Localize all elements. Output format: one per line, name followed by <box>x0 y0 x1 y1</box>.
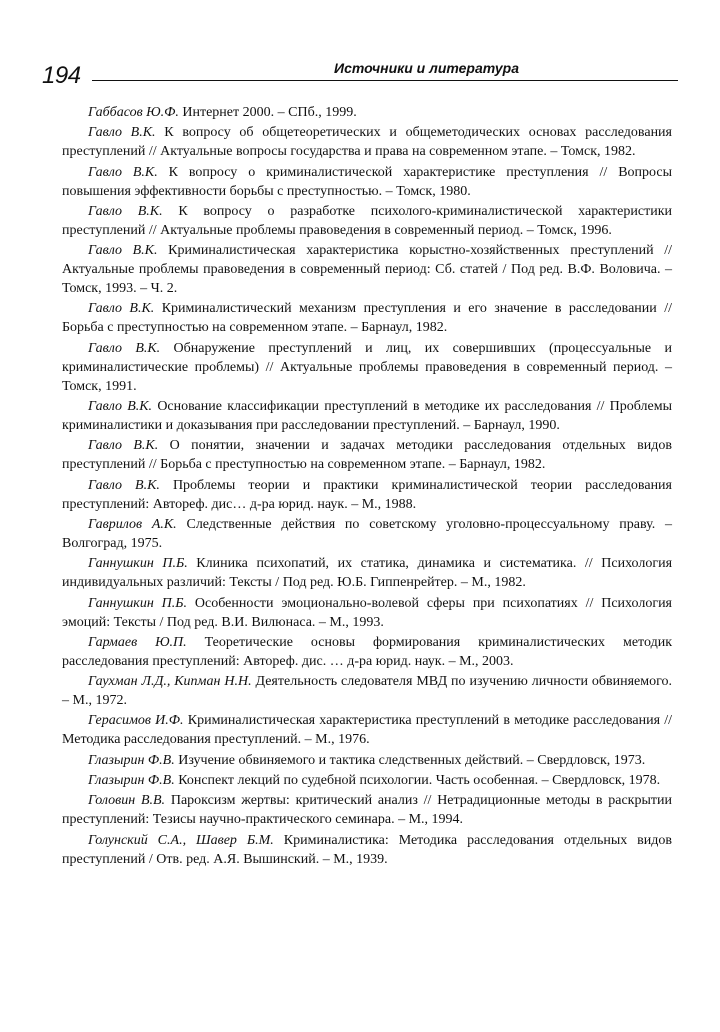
bibliography-entry <box>62 771 672 790</box>
entry-author: Гавло В.К. <box>88 301 155 317</box>
bibliography-entry <box>62 831 672 869</box>
entry-text: Криминалистическая характеристика корыстно-хозяйственных преступлений // Актуальные проблемы правоведения в современный период: Сб. статей / Под ред. В.Ф. Воловича. – Томск, 1993. – Ч. 2. <box>62 243 673 297</box>
entry-text: К вопросу о разработке психолого-криминалистической характеристики преступлений // Актуальные проблемы правоведения в современный период. – Томск, 1996. <box>62 203 672 238</box>
bibliography-entry <box>62 163 672 201</box>
entry-text: Следственные действия по советскому уголовно-процессуальному праву. – Волгоград, 1975. <box>62 516 672 551</box>
entry-text: Криминалистический механизм преступления и его значение в расследовании // Борьба с преступностью на современном этапе. – Барнаул, 1982. <box>62 301 672 336</box>
entry-author: Головин В.В. <box>88 793 166 809</box>
entry-author: Глазырин Ф.В. <box>88 773 175 789</box>
header-rule <box>92 80 678 81</box>
bibliography-entry <box>62 299 672 337</box>
bibliography-entry <box>62 791 672 829</box>
entry-author: Голунский С.А., Шавер Б.М. <box>88 832 274 848</box>
entry-text: Деятельность следователя МВД по изучению личности обвиняемого. – М., 1972. <box>62 674 673 709</box>
bibliography-entry <box>62 594 672 632</box>
entry-text: Изучение обвиняемого и тактика следственных действий. – Свердловск, 1973. <box>178 752 646 768</box>
bibliography-entry <box>62 633 672 671</box>
bibliography-entry <box>62 202 672 240</box>
entry-author: Гармаев Ю.П. <box>88 634 187 650</box>
page-header <box>42 58 678 90</box>
entry-text: К вопросу об общетеоретических и общеметодических основах расследования преступлений // Актуальные вопросы государства и права на современном этапе. – Томск, 1982. <box>62 125 672 160</box>
bibliography-entry <box>62 339 672 396</box>
bibliography-entry <box>62 436 672 474</box>
entry-text: К вопросу о криминалистической характеристике преступления // Вопросы повышения эффективности борьбы с преступностью. – Томск, 1980. <box>62 164 672 199</box>
bibliography-entry <box>62 751 672 770</box>
entry-text: Конспект лекций по судебной психологии. Часть особенная. – Свердловск, 1978. <box>178 773 661 789</box>
entry-text: Основание классификации преступлений в методике их расследования // Проблемы криминалистики и доказывания при расследовании преступлений. – Барнаул, 1990. <box>62 399 672 434</box>
entry-text: Обнаружение преступлений и лиц, их совершивших (процессуальные и криминалистические проблемы) // Актуальные проблемы правоведения в современный период. – Томск, 1991. <box>62 340 672 394</box>
entry-author: Гавло В.К. <box>88 477 160 493</box>
bibliography-entry <box>62 103 672 122</box>
entry-text: Клиника психопатий, их статика, динамика и систематика. // Психология индивидуальных различий: Тексты / Под ред. Ю.Б. Гиппенрейтер. – М., 1982. <box>62 556 673 591</box>
entry-text: Криминалистическая характеристика преступлений в методике расследования // Методика расследования преступлений. – М., 1976. <box>62 713 673 748</box>
entry-text: Особенности эмоционально-волевой сферы при психопатиях // Психология эмоций: Тексты / Под ред. В.И. Вилюнаса. – М., 1993. <box>62 595 672 630</box>
entry-author: Гавло В.К. <box>88 243 158 259</box>
bibliography-entry <box>62 672 672 710</box>
entry-text: Проблемы теории и практики криминалистической теории расследования преступлений: Автореф. дис… д-ра юрид. наук. – М., 1988. <box>62 477 672 512</box>
bibliography-entry <box>62 123 672 161</box>
entry-text: Теоретические основы формирования криминалистических методик расследования преступлений: Автореф. дис. … д-ра юрид. наук. – М., 2003. <box>62 634 673 669</box>
entry-text: Криминалистика: Методика расследования отдельных видов преступлений / Отв. ред. А.Я. Вышинский. – М., 1939. <box>62 832 673 867</box>
page-number: 194 <box>42 62 81 89</box>
entry-text: Интернет 2000. – СПб., 1999. <box>182 105 357 120</box>
entry-author: Гавло В.К. <box>88 164 158 180</box>
entry-author: Гавло В.К. <box>88 125 156 141</box>
entry-author: Гавло В.К. <box>88 438 159 454</box>
entry-author: Гаухман Л.Д., Кипман Н.Н. <box>88 674 252 690</box>
entry-author: Гавло В.К. <box>88 340 161 356</box>
entry-author: Гавло В.К. <box>88 399 153 415</box>
entry-author: Глазырин Ф.В. <box>88 752 175 768</box>
entry-author: Ганнушкин П.Б. <box>88 556 188 572</box>
bibliography-entry <box>62 515 672 553</box>
entry-author: Габбасов Ю.Ф. <box>88 105 179 120</box>
bibliography-entry <box>62 476 672 514</box>
bibliography-entry <box>62 241 672 298</box>
entry-author: Герасимов И.Ф. <box>88 713 184 729</box>
bibliography-list <box>62 103 672 870</box>
entry-text: О понятии, значении и задачах методики расследования отдельных видов преступлений // Борьба с преступностью на современном этапе. – Барнаул, 1982. <box>62 438 673 473</box>
bibliography-entry <box>62 554 672 592</box>
bibliography-entry <box>62 711 672 749</box>
entry-text: Пароксизм жертвы: критический анализ // Нетрадиционные методы в раскрытии преступлений: Тезисы научно-практического семинара. – М., 1994. <box>62 793 672 828</box>
running-title: Источники и литература <box>334 60 519 76</box>
entry-author: Гаврилов А.К. <box>88 516 177 532</box>
entry-author: Гавло В.К. <box>88 203 163 219</box>
entry-author: Ганнушкин П.Б. <box>88 595 188 611</box>
bibliography-entry <box>62 397 672 435</box>
